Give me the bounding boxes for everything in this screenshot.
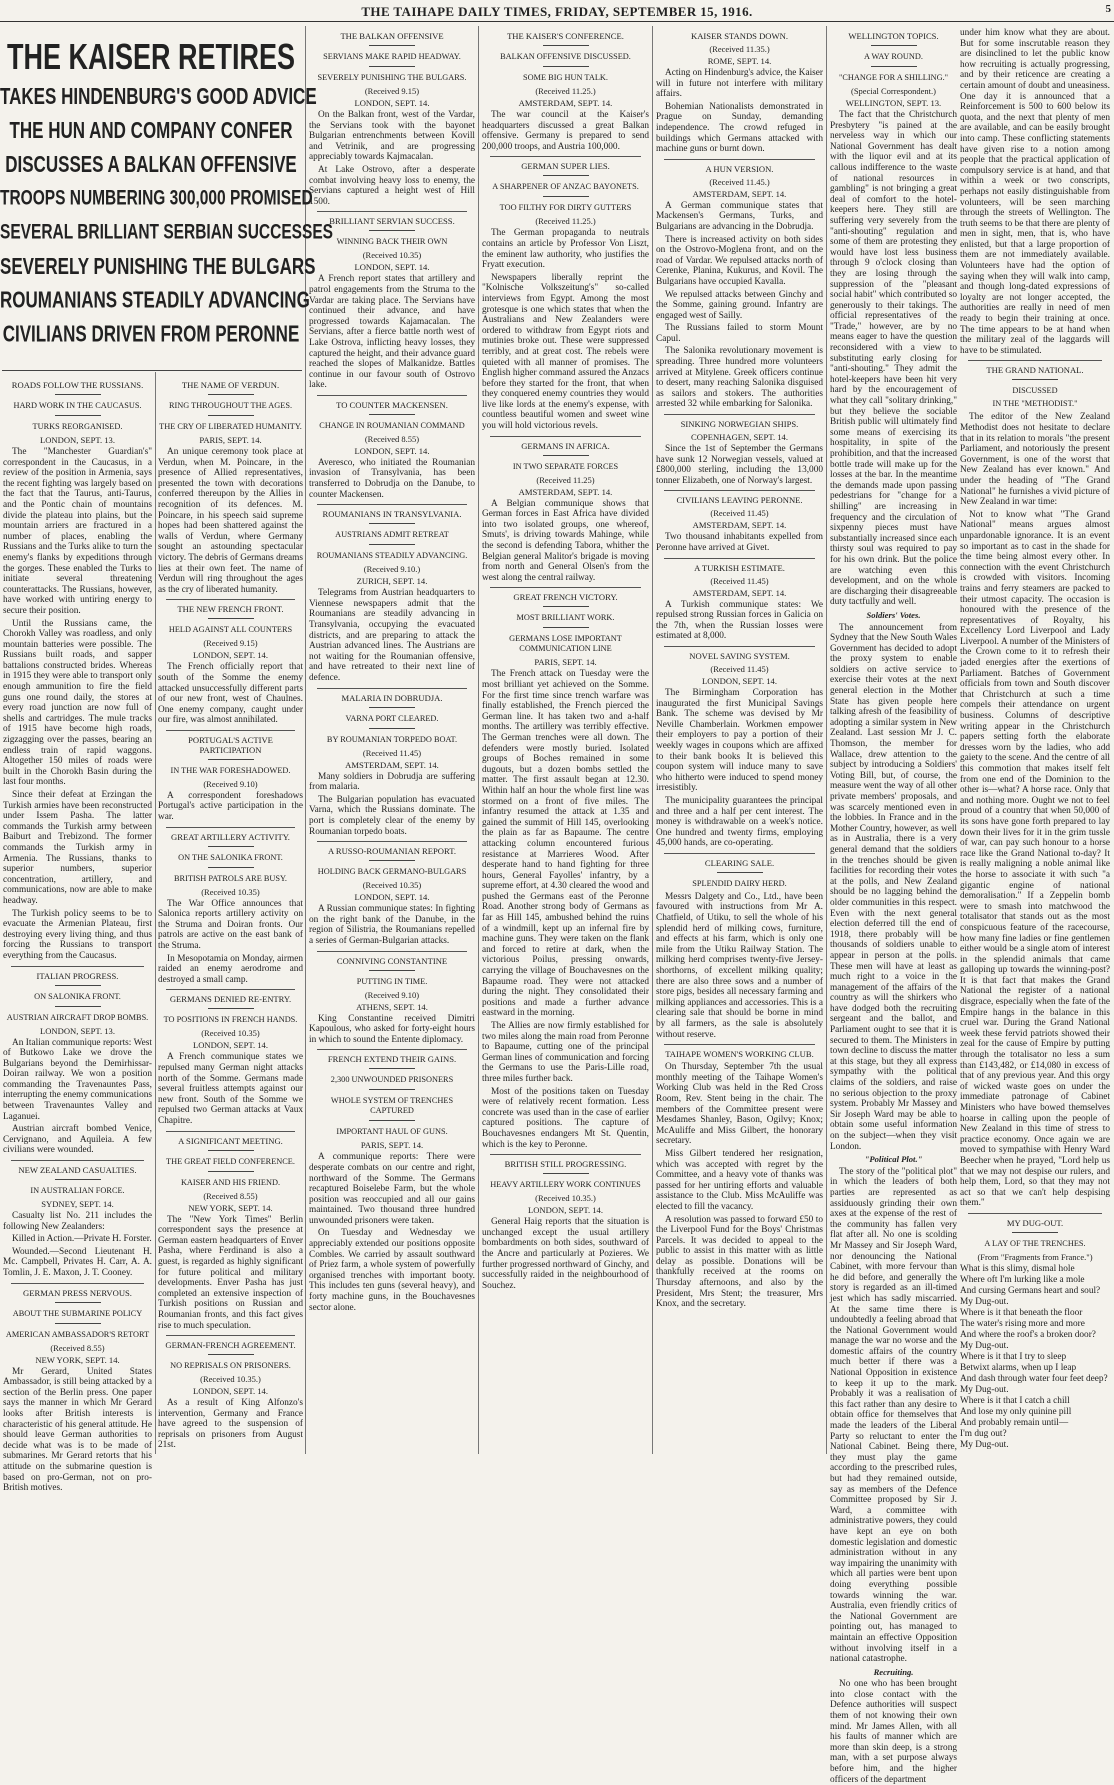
dateline: ATHENS, SEPT. 14. xyxy=(356,1001,428,1012)
article-subheading: BRITISH PATROLS ARE BUSY. xyxy=(174,873,287,883)
paragraph: Until the Russians came, the Chorokh Valley was roadless, and only mountain batteries were possible. The Russians built roads, and sapper battalions constructed brides. Whereas in 1915 they were able to transport only enough ammunition to fire the field guns one round daily, the stores at every road junction are now full of shells and cartridges. The mule tracks of 1915 have become high roads, zigzagging over the passes, bearing an endless train of rapid waggons. Altogether 150 miles of roads were built in the Chorokh Basin during the last four months. xyxy=(3,618,152,788)
article-subheading: BALKAN OFFENSIVE DISCUSSED. xyxy=(500,52,631,61)
paragraph: No one who has been brought into close contact with the Defence authorities will suspect them of not knowing their own mind. Mr James Allen, with all his faults of manner which are more than skin deep, is a strong man, with a set purpose always before him, and the higher officers of the department xyxy=(830,1679,957,1785)
headline: SEVERELY PUNISHING THE BULGARS xyxy=(0,253,316,280)
column-2 xyxy=(158,377,303,1454)
article-subheading: HARD WORK IN THE CAUCASUS. xyxy=(13,401,142,410)
paragraph: The Birmingham Corporation has inaugurated the first Municipal Savings Bank. The scheme was devised by Mr Neville Chamberlain. Workmen empower their employers to pay a portion of their weekly wages in coupons which are affixed to their bank books It is believed this coupon system will induce many to save who hitherto were induced to spend money irresistibly. xyxy=(656,687,823,794)
column-5 xyxy=(656,28,823,1454)
dateline: PARIS, SEPT. 14. xyxy=(199,435,262,445)
article-heading: TO COUNTER MACKENSEN. xyxy=(336,399,448,410)
article-stands-down xyxy=(656,31,823,155)
paragraph: Mr Gerard, United States Ambassador, is still being attacked by a section of the Berlin press. One paper says the manner in which Mr Gerard looks after British interests is characteristic of his general attitude. He should leave German authorities to decide what was is to be made of submarines. Mr Gerard retorts that his attitude on the submarine question is based on pro-German, not on pro-British motives. xyxy=(3,1366,152,1494)
dateline: NEW YORK, SEPT. 14. xyxy=(35,1354,120,1365)
paragraph: Wounded.—Second Lieutenant H. Mc. Campbell, Privates H. Carr, A. A. Tomlin, J. E. Maxon, J. T. Cooney. xyxy=(3,1246,152,1278)
poem-my-dug-out xyxy=(960,1218,1110,1451)
article-transylvania xyxy=(309,509,475,683)
paragraph: The Allies are now firmly established for two miles along the main road from Peronne to Bapaume, cutting one of the principal German lines of communication and forcing the Germans to use the Paris-Lille road, three miles further back. xyxy=(482,1021,649,1084)
article-subheading: ON THE SALONIKA FRONT. xyxy=(178,852,283,862)
column-divider xyxy=(826,26,827,1454)
received-time: (Received 10.35) xyxy=(362,880,422,891)
paragraph: A resolution was passed to forward £50 to the Liverpool Fund for the Boys' Christmas Parcels. It was decided to appeal to the public to assist in this matter with as little delay as possible. Donations will be thankfully received at the rooms on Thursday afternoons, and also by the President, Mrs Stent; the treasurer, Mrs Knox, and the secretary. xyxy=(656,1214,823,1310)
article-novel-saving xyxy=(656,651,823,849)
received-time: (Received 8.55) xyxy=(364,433,420,444)
article-heading: CIVILIANS LEAVING PERONNE. xyxy=(676,495,803,506)
paragraph: The "New York Times" Berlin correspondent says the presence at German eastern headquarters of Enver Pasha, where Ferdinand is also a guest, is regarded as highly significant for future political and military developments. Enver Pasha has just completed an extensive inspection of Turkish positions on Russian and Roumanian fronts, and this fact gives rise to much speculation. xyxy=(158,1214,303,1331)
article-subheading: 2,300 UNWOUNDED PRISONERS xyxy=(330,1075,454,1085)
paragraph: Austrian aircraft bombed Venice, Cervignano, and Aquileia. A few civilians were wounded. xyxy=(3,1124,152,1156)
article-constantine xyxy=(309,956,475,1046)
article-heading: GREAT FRENCH VICTORY. xyxy=(513,592,618,603)
article-russo xyxy=(309,846,475,946)
received-time: (Received 9.10.) xyxy=(363,564,421,575)
article-meeting xyxy=(158,1136,303,1332)
dateline: ROME, SEPT. 14. xyxy=(707,56,772,66)
paragraph: Two thousand inhabitants expelled from Peronne have arrived at Givet. xyxy=(656,532,823,553)
paragraph: The announcement from Sydney that the New South Wales Government has decided to adopt the proxy system to enable soldiers on active service to exercise their votes at the next general election in the Mother State has given people here talking afresh of the feasibility of adopting a similar system in New Zealand. Last session Mr J. C. Thomson, the member for Wallace, drew attention to the subject by introducing a Soldiers' Voting Bill, but, of course, the measure went the way of all other private members' proposals, and was scarcely mentioned even in the lobbies. In France and in the Mother Country, however, as well as in Australia, there is a very general demand that the soldiers in the trenches should be given facilities for recording their votes at the polls, and New Zealand should be no lagging behind the older communities in this respect. Even with the next general election deferred till the end of 1918, there probably will be thousands of soldiers unable to appear in person at the polls. These men will have at least as much right to a voice in the management of the affairs of the country as will the shirkers who have dodged both the recruiting sergeant and the ballot, and Parliament ought to see that it is secured to them. The Ministers in town decline to discuss the matter at this stage, but they all express sympathy with the political claims of the soldiers, and raise no serious objection to the proxy system. Probably Mr Massey and Sir Joseph Ward may be able to obtain some useful information on the subject—when they visit London. xyxy=(830,622,957,1152)
paragraph: As a result of King Alfonzo's intervention, Germany and France have agreed to the suspension of reprisals on prisoners from August 21st. xyxy=(158,1398,303,1451)
poem-stanza: What is this slimy, dismal hole Where oft I'm lurking like a mole And cursing Germans heart and soul? My Dug-out. xyxy=(960,1263,1101,1307)
article-french-front xyxy=(158,604,303,726)
article-super-lies xyxy=(482,161,649,431)
article-heading: SINKING NORWEGIAN SHIPS. xyxy=(680,419,799,430)
article-heading: KAISER STANDS DOWN. xyxy=(691,31,788,41)
paragraph: On the Balkan front, west of the Vardar, the Servians took with the bayonet Bulgarian entrenchments between Kovill and Vetrinik, and are progressing appreciably towards Kajmacalan. xyxy=(309,110,475,163)
article-heading: TAIHAPE WOMEN'S WORKING CLUB. xyxy=(665,1049,814,1060)
paragraph: A French report states that artillery and patrol engagements from the Struma to the Vardar are taking place. The Servians have continued their advance, and have progressed towards Kajamacalan. The Servians, after a fierce battle north west of Lake Ostrova, inflicting heavy losses, they captured the height, and their advance guard reached the slopes of Malkanidze. Battles continue in our favour south of Ostrovo lake. xyxy=(309,274,475,391)
article-malaria xyxy=(309,693,475,838)
received-time: (Received 11.45) xyxy=(710,575,769,586)
paragraph: The fact that the Christchurch Presbytery "is pained at the nerveless way in which our National Government has dealt with the liquor evil and at its callous indifference to the waste of national resources in gambling" is not bringing a great deal of comfort to the hotel-keepers here. They still are suffering very severely from the "anti-shouting" regulation and some of them are protesting they would have lost less business through 9 o'clock closing than they are losing through the suppression of the "pleasant social habit" which contributed so generously to their takings. The official representatives of the "Trade," however, are by no means eager to have the question reconsidered with a view to substituting early closing for "anti-shouting." They admit the hotel-keepers have been hit very hard by the encouragement of what they call "solitary drinking," but they believe the sociable British public will ultimately find some means of exercising its hospitality, in spite of the prohibition, and that the increased bottle trade will make up for the losses at the bar. In the meantime the demands made upon passing pedestrians for "change for a shilling" are increasing in frequency and the circulation of sixpenny pieces must have substantially increased since each thirsty soul was required to pay for his own drink. But the police are watching even this development, and on the whole are discharging their disagreeable duty tactfully and well. xyxy=(830,110,957,608)
paragraph: An Italian communique reports: West of Butkowo Lake we drove the Bulgarians beyond the Demirhissar-Doiran railway. We won a position commanding the Travenauntes Pass, interrupting the enemy communications between Travenauntes Valley and Laganuei. xyxy=(3,1037,152,1122)
paragraph: In Mesopotamia on Monday, airmen raided an enemy aerodrome and destroyed a small camp. xyxy=(158,953,303,985)
paragraph: Since the 1st of September the Germans have sunk 12 Norwegian vessels, valued at £800,000 sterling, including the 13,000 tonner Elizabeth, one of Norway's largest. xyxy=(656,444,823,486)
dateline: ZURICH, SEPT. 14. xyxy=(356,576,428,587)
dateline: AMSTERDAM, SEPT. 14. xyxy=(518,486,613,497)
dateline: PARIS, SEPT. 14. xyxy=(360,1140,424,1151)
paragraph: The war council at the Kaiser's headquarters discussed a great Balkan offensive. Germany is prepared to send 200,000 troops, and Austria 100,000. xyxy=(482,110,649,152)
article-hun-version xyxy=(656,164,823,410)
article-heading: GREAT ARTILLERY ACTIVITY. xyxy=(171,831,290,842)
headline: TROOPS NUMBERING 300,000 PROMISED xyxy=(0,186,313,210)
paragraph: Newspapers liberally reprint the "Kolnische Volkszeitung's" so-called interviews from Egypt. Among the most grotesque is one which states that when the Australians and New Zealanders were ordered to withdraw from Egypt riots and mutinies broke out. These were suppressed terribly, and at great cost. The rebels were quieted with all manner of promises. The English higher command assured the Anzacs before they started for the front, that when they conquered enemy countries they would live like lords at the enemy's expense, with countless beautiful women and sweet wine you will hold victorious revels. xyxy=(482,272,649,432)
article-subheading: HELD AGAINST ALL COUNTERS xyxy=(168,625,293,635)
article-still-progressing xyxy=(482,1159,649,1291)
paragraph: A Russian communique states: In fighting on the right bank of the Danube, in the region of Silistria, the Roumanians repelled a series of German-Bulgarian attacks. xyxy=(309,904,475,946)
article-subheading: BY ROUMANIAN TORPEDO BOAT. xyxy=(326,734,458,744)
paragraph: The French officially report that south of the Somme the enemy attacked unsuccessfully different parts of our new front, west of Chaulnes. One enemy company, caught under our fire, was almost annihilated. xyxy=(158,662,303,726)
paragraph: Acting on Hindenburg's advice, the Kaiser will in future not interfere with military affairs. xyxy=(656,68,823,100)
received-time: (Received 11.25.) xyxy=(535,216,596,227)
article-heading: GERMANS IN AFRICA. xyxy=(521,440,610,451)
column-7 xyxy=(960,28,1110,1454)
paragraph: We repulsed attacks between Ginchy and the Somme, gaining ground. Infantry are engaged west of Sailly. xyxy=(656,289,823,321)
article-subheading: PUTTING IN TIME. xyxy=(356,976,428,986)
article-verdun xyxy=(158,380,303,595)
received-time: (Received 8.55) xyxy=(203,1190,258,1201)
poem-stanza: Where is it that I catch a chill And lose my only quinine pill And probably remain until— I'm dug out? My Dug-out. xyxy=(960,1395,1072,1450)
paragraph: At Lake Ostrovo, after a desperate combat involving heavy loss to enemy, the Servians captured a height west of Hill 1500. xyxy=(309,164,475,207)
headline: ROUMANIANS STEADILY ADVANCING xyxy=(0,287,310,314)
article-heading: ITALIAN PROGRESS. xyxy=(36,970,119,981)
article-conference xyxy=(482,31,649,152)
paragraph: A German communique states that Mackensen's Germans, Turks, and Bulgarians are advancing in the Dobrudja. xyxy=(656,200,823,232)
paragraph: Killed in Action.—Private H. Forster. xyxy=(12,1234,152,1245)
column-6 xyxy=(830,28,957,1785)
received-time: (Received 10.35) xyxy=(362,250,422,261)
headline: SEVERAL BRILLIANT SERBIAN SUCCESSES xyxy=(0,220,334,244)
article-africa xyxy=(482,441,649,584)
article-subheading: MOST BRILLIANT WORK. xyxy=(516,613,615,623)
paragraph: An unique ceremony took place at Verdun, when M. Poincare, in the presence of Allied representatives, presented the town with decorations conferred thereupon by the Allies in recognition of its defences. M. Poincare, in his speech said supreme hopes had been shattered against the walls of Verdun, where Germany sought an astounding spectacular victory. The debris of Germans dreams lies at their own feet. The name of Verdun will ring throughout the ages as the cry of liberated humanity. xyxy=(158,447,303,595)
received-time: (Received 8.55) xyxy=(50,1342,105,1353)
received-time: (Received 11.35.) xyxy=(709,44,770,54)
article-subheading: SOME BIG HUN TALK. xyxy=(523,73,608,82)
article-heading: THE KAISER'S CONFERENCE. xyxy=(507,31,624,41)
article-balkan xyxy=(309,31,475,207)
dateline: AMSTERDAM, SEPT. 14. xyxy=(692,520,787,531)
paragraph: Averesco, who initiated the Roumanian invasion of Transylvania, has been transferred to Dobrudja on the Danube, to counter Mackensen. xyxy=(309,457,475,500)
column-divider xyxy=(155,372,156,1454)
dateline: AMSTERDAM, SEPT. 14. xyxy=(692,188,787,199)
main-headlines xyxy=(0,34,334,368)
article-heading: MALARIA IN DOBRUDJA. xyxy=(341,692,443,703)
article-heading: THE GRAND NATIONAL. xyxy=(986,365,1084,376)
received-time: (Received 10.35.) xyxy=(200,1374,261,1385)
article-civilians xyxy=(656,495,823,553)
article-grand-national xyxy=(960,365,1110,1209)
article-subheading: AUSTRIANS ADMIT RETREAT xyxy=(335,530,449,540)
column-divider xyxy=(652,26,653,1454)
article-german-press xyxy=(3,1288,152,1494)
poem-stanza: Where is it that beneath the floor The water's rising more and more And where the roof's a broken door? My Dug-out. xyxy=(960,1307,1096,1351)
received-time: (Received 11.45) xyxy=(710,663,769,674)
poem-stanza: Where is it that I try to sleep Betwixt alarms, when up I leap And dash through water four feet deep? My Dug-out. xyxy=(960,1351,1108,1395)
received-time: (Received 9.15) xyxy=(364,86,420,96)
article-subheading: NO REPRISALS ON PRISONERS. xyxy=(170,1361,291,1371)
paragraph: The Bulgarian population has evacuated Varna, which the Russians dominate. The port is completely clear of the enemy by Roumanian torpedo boats. xyxy=(309,794,475,837)
article-gains xyxy=(309,1054,475,1313)
paragraph: There is increased activity on both sides on the Ostrovo-Moglena front, and on the road of Vardar. We repulsed attacks north of Cerenke, Planina, Kukurus, and Kovil. The Bulgarians have occupied Kavalla. xyxy=(656,234,823,287)
masthead-rule xyxy=(0,21,1114,22)
article-subheading: VARNA PORT CLEARED. xyxy=(345,713,439,723)
headline-kaiser-retires: THE KAISER RETIRES xyxy=(6,36,296,78)
received-time: (Received 10.35) xyxy=(201,1028,260,1039)
article-subheading: DISCUSSED xyxy=(1012,386,1058,396)
article-subheading: A LAY OF THE TRENCHES. xyxy=(984,1238,1086,1248)
received-time: (Received 11.45.) xyxy=(709,176,770,187)
paragraph: Since their defeat at Erzingan the Turkish armies have been reconstructed under Issem Pasha. The latter commands the Turkish army between Baiburt and Trebizond. The former commands the Turkish army in Armenia. The Russians, thanks to superior numbers, superior concentration, artillery, and communications, now are able to make headway. xyxy=(3,790,152,906)
paragraph: The editor of the New Zealand Methodist does not hesitate to declare that in its relation to morals "the present Parliament, and notoriously the present Government, is one of the worst that New Zealand has ever known." And under the heading of "The Grand National" he furnishes a vivid picture of New Zealand in war time: xyxy=(960,412,1110,508)
paragraph: The "Manchester Guardian's" correspondent in the Caucasus, in a review of the position in Armenia, says the recent fighting was largely based on the fact that the Taurus, anti-Taurus, and the Pontic chain of mountains divide the plateau into plains, but the mountain arriers are fractured in a number of places, enabling the Russians and the Turks alike to turn the enemy's flanks by expeditions through the gorges. These enabled the Turks to initiate several threatening counterattacks. The Russians, however, have worked with untiring energy to secure their position. xyxy=(3,447,152,616)
paragraph: The Turkish policy seems to be to evacuate the Armenian Plateau, first destroying every living thing, and thus forcing the Russians to transport everything from the Caucasus. xyxy=(3,908,152,961)
paragraph: The municipality guarantees the principal and three and a half per cent interest. The money is withdrawable on a week's notice. One hundred and twenty firms, employing 45,000 hands, are co-operating. xyxy=(656,795,823,849)
paragraph: Casualty list No. 211 includes the following New Zealanders: xyxy=(3,1211,152,1232)
article-heading: CONNIVING CONSTANTINE xyxy=(336,955,448,966)
article-reentry xyxy=(158,994,303,1126)
paragraph: Miss Gilbert tendered her resignation, which was accepted with regret by the Committee, and a heavy vote of thanks was passed for her untiring efforts and valuable assistance to the Club. Miss McAuliffe was elected to fill the vacancy. xyxy=(656,1148,823,1212)
article-heading: GERMAN-FRENCH AGREEMENT. xyxy=(165,1340,296,1351)
article-subheading: RING THROUGHOUT THE AGES. xyxy=(168,401,293,410)
article-subheading: TURKS REORGANISED. xyxy=(32,422,123,431)
dateline: LONDON, SEPT. 14. xyxy=(354,98,430,108)
dateline: AMSTERDAM, SEPT. 14. xyxy=(692,587,787,598)
article-wellington-topics xyxy=(830,31,957,1785)
correspondent: (Special Correspondent.) xyxy=(851,86,936,96)
article-subheading: SERVIANS MAKE RAPID HEADWAY. xyxy=(323,52,461,61)
dateline: COPENHAGEN, SEPT. 14. xyxy=(690,432,788,443)
received-time: (Received 11.25) xyxy=(536,474,595,485)
article-turkish xyxy=(656,563,823,642)
dateline: NEW YORK, SEPT. 14. xyxy=(188,1202,273,1213)
article-womens-club xyxy=(656,1049,823,1310)
article-heading: ROUMANIANS IN TRANSYLVANIA. xyxy=(322,509,462,520)
received-time: (Received 9.10) xyxy=(364,989,420,1000)
masthead xyxy=(0,0,1114,22)
article-subheading: CHANGE IN ROUMANIAN COMMAND xyxy=(319,420,465,430)
dateline: PARIS, SEPT. 14. xyxy=(534,657,597,668)
paragraph: A Belgian communique shows that German forces in East Africa have divided into two isolated groups, one whereof, Smuts', is driving towards Mahinge, while the second is defending Tabora, whither the Belgian general Malitor's brigade is moving from north and General Olsen's from the west along the central railway. xyxy=(482,498,649,583)
paragraph: A correspondent foreshadows Portugal's active participation in the war. xyxy=(158,790,303,823)
article-subheading: IN AUSTRALIAN FORCE. xyxy=(30,1186,125,1196)
paragraph: Not to know what "The Grand National" means argues almost unpardonable ignorance. It is an event so important as to cast in the shade for the time being almost every other. In connection with the event Christchurch is crowded with visitors. Incoming trains and ferry steamers are packed to their utmost capacity. The occasion is honoured with the presence of the representatives of Royalty, his Excellency Lord Liverpool and Lady Liverpool. A number of the Ministers of the Crown come to it to refresh their jaded energies after the exertions of Parliament. Batches of Government officials from town and South discover that Christchurch at such a time compels their attendance on urgent business. Columns of descriptive writing appear in the Christchurch papers setting forth the elaborate dresses worn by the ladies, who add gaiety to the scene. And the centre of all this commotion that makes itself felt from one end of the Dominion to the other is—what? A horse race. Only that and nothing more. Ought we not to feel proud of a country that when 50,000 of its sons have gone forth prepared to lay down their lives for it in the grim tussle of war, can pay such honour to a horse race like the Grand National to-day? It is really maligning a noble animal like the horse to associate it with such "a gigantic engine of national demoralisation." If a Zeppelin bomb were to smash into matchwood the totalisator that stands out as the most conspicuous feature of the racecourse, how many fine ladies or fine gentlemen either would be a single atom of interest in the splendid animals that came galloping up towards the winning-post? It is that fact that makes the Grand National the register of a national disgrace, especially when the fate of the Empire hangs in the balance in this cruel war. During the Grand National week these fervid patriots showed their zeal for the cause of Empire by putting through the totalisator no less a sum than £143,482, or £14,080 in excess of that of any previous year. And this orgy of wicked waste goes on under the immediate patronage of Cabinet Ministers who have bowed themselves hoarse in calling upon the people of New Zealand in this time of stress to practice economy. Once again we are moved to sympathise with Henry Ward Beecher when he prayed, "Lord help us that we may not despise our rulers, and help them, Lord, so that they may not act so that we can't help despising them." xyxy=(960,509,1110,1209)
article-subheading: AMERICAN AMBASSADOR'S RETORT xyxy=(5,1329,150,1339)
masthead-title: THE TAIHAPE DAILY TIMES, FRIDAY, SEPTEMBER 15, 1916. xyxy=(361,4,753,19)
dateline: LONDON, SEPT. 14. xyxy=(192,650,269,661)
article-subheading: SEVERELY PUNISHING THE BULGARS. xyxy=(317,73,467,82)
dateline: LONDON, SEPT. 14. xyxy=(192,1386,269,1397)
paragraph: The Russians failed to storm Mount Capul. xyxy=(656,323,823,344)
article-victory xyxy=(482,592,649,1150)
headline-rule xyxy=(2,370,302,371)
paragraph: On Thursday, September 7th the usual monthly meeting of the Taihape Women's Working Club was held in the Red Cross Room, Rev. Stent being in the chair. The members of the Committee present were Mesdames Shanley, Bason, Ogilvy; Knox; McAuliffe and Miss Gilbert, the honorary secretary. xyxy=(656,1062,823,1147)
article-heading: CLEARING SALE. xyxy=(704,857,775,868)
paragraph: The French attack on Tuesday were the most brilliant yet achieved on the Somme. For the first time since trench warfare was finally established, the French pierced the German line. It has taken two and a-half months. The artillery was terribly effective. The German trenches were all down. The defenders were mostly buried. Isolated groups of Boches remained in some dugouts, but a dozen bombs settled the matter. The first assault began at 12.30. Within half an hour the whole first line was stormed on a front of five miles. The infantry resumed the attack at 1.35 and gained the summit of Hill 145, overlooking the plain as far as Bapaume. The centre attacking column encountered furious resistance at Marrieres Wood. After desperate hand to hand fighting for three hours, General Fayolles' infantry, by a supreme effort, at 4.30 cleared the wood and pushed the Germans east of the Peronne Road. Another strong body of Germans as far as Hill 145, ambushed behind the ruins of a windmill, kept up an infernal fire by machine guns. They were taken on the flank and forced to retire at dark, when the victorious Poilus, pressing onwards, carrying the village of Bouchavesnes on the Bapaume road. They were not attacked during the night. They consolidated their positions and made a further advance eastward in the morning. xyxy=(482,669,649,1019)
article-serbian xyxy=(309,216,475,391)
received-time: (Received 9.10) xyxy=(203,778,258,789)
article-subheading: WHOLE SYSTEM OF TRENCHES CAPTURED xyxy=(330,1096,454,1116)
headline: CIVILIANS DRIVEN FROM PERONNE xyxy=(2,321,300,348)
paragraph: On Tuesday and Wednesday we appreciably extended our positions opposite Combles. We carried by assault southward of Priez farm, a whole system of powerfully organised trenches with important booty. This includes ten guns (several heavy), and forty machine guns, in the Bouchavesnes sector alone. xyxy=(309,1228,475,1313)
article-portugal xyxy=(158,735,303,823)
paragraph: Telegrams from Austrian headquarters to Viennese newspapers admit that the Roumanians are steadily advancing in Transylvania, occupying the evacuated districts, and are preparing to attack the Austrian advanced lines. The Austrians are not waiting for the Roumanian offensive, and have retreated to their next line of defence. xyxy=(309,588,475,683)
article-heading: THE NAME OF VERDUN. xyxy=(181,380,280,390)
article-subheading: SPLENDID DAIRY HERD. xyxy=(692,878,787,888)
paragraph: The story of the "political plot" in which the leaders of both parties are represented as assiduously grinding their own axes at the expense of the rest of the community has fallen very flat after all. No one is scolding Mr Massey and Sir Joseph Ward, nor denouncing the National Cabinet, with more fervour than he did before, and generally the story is regarded as an ill-timed jest which has sadly miscarried. At the same time there is undoubtedly a feeling abroad that the National Government would manage the war no worse and the domestic affairs of the country much better if there was a National Opposition in existence to keep it up to the mark. Probably it was a realisation of this fact rather than any desire to obtain office for themselves that made the leaders of the Liberal Party so reluctant to enter the National Cabinet. Being there, they must play the game according to the prescribed rules, but had they remained outside, say as members of the Defence Committee proposed by Sir J. Ward, a committee with administrative powers, they could have kept an eye on both domestic legislation and domestic administration without in any way impairing the unanimity with which all parties were bent upon doing everything possible towards winning the war. Australia, even friendly critics of the National Government are pointing out, has managed to maintain an effective Opposition without involving itself in a national catastrophe. xyxy=(830,1166,957,1665)
article-subheading: A SHARPENER OF ANZAC BAYONETS. xyxy=(492,182,639,192)
article-subheading: IMPORTANT HAUL OF GUNS. xyxy=(336,1127,448,1137)
article-subheading: TO POSITIONS IN FRENCH HANDS. xyxy=(163,1015,298,1025)
article-norwegian xyxy=(656,419,823,486)
paragraph: under him know what they are about. But for some inscrutable reason they are disinclined to let the public know how recruiting is actually progressing, and by their reticence are creating a certain amount of doubt and uneasiness. One day it is announced that a Reinforcement is 500 to 600 below its quota, and the next that plenty of men are available, and can be easily brought into camp. These conflicting statements have given rise to a notion among people that the practical application of compulsory service is at hand, and that within a week or two conscripts, perhaps not easily distinguishable from volunteers, will be seen marching through the streets of Wellington. The truth seems to be that there are plenty of men in sight, men, that is, who have enlisted, but that a large proportion of them are not immediately available. Volunteers have had the option of saying when they will walk into camp, and though long-dated expressions of loyalty are not longer accepted, the authorities are really in need of men ready to begin their training at once. The time appears to be at hand when the military zeal of the laggards will have to be stimulated. xyxy=(960,28,1110,356)
dateline: LONDON, SEPT. 13. xyxy=(39,435,116,445)
article-clearing-sale xyxy=(656,858,823,1040)
article-subheading: WINNING BACK THEIR OWN xyxy=(336,237,448,247)
paragraph: A Turkish communique states: We repulsed strong Russian forces in Galicia on the 7th, when the Russian losses were estimated at 8,000. xyxy=(656,599,823,642)
article-heading: A SIGNIFICANT MEETING. xyxy=(178,1135,283,1146)
article-subheading: "CHANGE FOR A SHILLING." xyxy=(838,73,949,82)
dateline: AMSTERDAM, SEPT. 14. xyxy=(345,759,439,770)
article-subheading: ABOUT THE SUBMARINE POLICY xyxy=(12,1308,143,1318)
paragraph: The German propaganda to neutrals contains an article by Professor Von Liszt, the eminent law authority, who justifies the Fryatt execution. xyxy=(482,228,649,271)
article-heading: GERMAN SUPER LIES. xyxy=(521,161,610,172)
article-subheading: THE GREAT FIELD CONFERENCE. xyxy=(166,1156,295,1166)
article-subheading: HOLDING BACK GERMANO-BULGARS xyxy=(317,867,467,877)
article-heading: THE NEW FRENCH FRONT. xyxy=(177,604,284,615)
article-roads xyxy=(3,380,152,962)
column-1 xyxy=(3,377,152,1494)
section-subtitle: "Political Plot." xyxy=(864,1154,923,1165)
dateline: SYDNEY, SEPT. 14. xyxy=(41,1199,114,1210)
paragraph: The War Office announces that Salonica reports artillery activity on the Struma and Doiran fronts. Our patrols are active on the east bank of the Struma. xyxy=(158,898,303,952)
article-heading: A TURKISH ESTIMATE. xyxy=(694,562,785,573)
article-subheading: A WAY ROUND. xyxy=(864,52,923,61)
article-heading: NEW ZEALAND CASUALTIES. xyxy=(18,1165,137,1176)
article-heading: FRENCH EXTEND THEIR GAINS. xyxy=(327,1054,457,1065)
article-heading: GERMAN PRESS NERVOUS. xyxy=(23,1287,132,1298)
column-divider xyxy=(478,26,479,1454)
article-agreement xyxy=(158,1340,303,1451)
received-time: (Received 11.25.) xyxy=(535,86,596,96)
article-heading: A HUN VERSION. xyxy=(705,163,774,174)
dateline: LONDON, SEPT. 14. xyxy=(354,445,430,456)
dateline: AMSTERDAM, SEPT. 14. xyxy=(518,98,613,108)
dateline: WELLINGTON, SEPT. 13. xyxy=(845,98,942,108)
article-subheading: TOO FILTHY FOR DIRTY GUTTERS xyxy=(499,203,632,213)
dateline: LONDON, SEPT. 13. xyxy=(39,1025,116,1036)
column-3 xyxy=(309,28,475,1454)
article-subheading: AUSTRIAN AIRCRAFT DROP BOMBS. xyxy=(6,1012,149,1022)
poem-source: (From "Fragments from France.") xyxy=(977,1251,1093,1262)
article-heading: PORTUGAL'S ACTIVE PARTICIPATION xyxy=(188,734,273,755)
paragraph: Messrs Dalgety and Co., Ltd., have been favoured with instructions from Mr A. Chatfield, of Utiku, to sell the whole of his splendid herd of milking cows, furniture, and effects at his farm, which is only one mile from the Utiku Railway Station. The milking herd comprises twenty-five Jersey-shorthorns, of excellent milking quality; there are also three sows and a number of store pigs, besides all necessary farming and milking appliances and accessories. This is a clearing sale that should be borne in mind by all farmers, as the sale is absolutely without reserve. xyxy=(656,891,823,1040)
article-subheading: GERMANS LOSE IMPORTANT COMMUNICATION LINE xyxy=(509,634,622,654)
paragraph: King Constantine received Dimitri Kapoulous, who asked for forty-eight hours in which to sound the Entente diplomacy. xyxy=(309,1013,475,1045)
paragraph: The Salonika revolutionary movement is spreading. Three hundred more volunteers arrived at Mitylene. Greek officers continue to desert, many reaching Salonika disguised as sailors and stokers. The authorities arrested 32 while embarking for Salonika. xyxy=(656,346,823,410)
article-heading: BRITISH STILL PROGRESSING. xyxy=(504,1159,627,1170)
paragraph: General Haig reports that the situation is unchanged except the usual artillery bombardments on both sides, southward of the Ancre and particularly at Pozieres. We further progressed northward of Ginchy, and successfully raided in the neighbourhood of Souchez. xyxy=(482,1217,649,1291)
article-subheading: IN THE WAR FORESHADOWED. xyxy=(170,765,291,775)
article-artillery xyxy=(158,832,303,986)
article-subheading: KAISER AND HIS FRIEND. xyxy=(180,1177,281,1187)
dateline: LONDON, SEPT. 14. xyxy=(192,1040,269,1051)
received-time: (Received 11.45) xyxy=(362,747,422,758)
received-time: (Received 10.35.) xyxy=(535,1193,596,1204)
paragraph: Most of the positions taken on Tuesday were of relatively recent formation. Less concrete was used than in the case of earlier captured positions. The capture of Bouchavesnes endangers Mt St. Quentin, which is the key to Peronne. xyxy=(482,1086,649,1150)
article-heading: ROADS FOLLOW THE RUSSIANS. xyxy=(11,380,144,390)
article-nz-casualties xyxy=(3,1165,152,1279)
paragraph: A French communique states we repulsed many German night attacks north of the Somme. Germans made several fruitless attempts against our new front. South of the Somme we repulsed two German attacks at Vaux Chapitre. xyxy=(158,1052,303,1126)
article-heading: MY DUG-OUT. xyxy=(1006,1217,1064,1228)
dateline: LONDON, SEPT. 14. xyxy=(354,262,430,273)
column-4 xyxy=(482,28,649,1454)
received-time: (Received 9.15) xyxy=(203,638,258,649)
headline: DISCUSSES A BALKAN OFFENSIVE xyxy=(5,151,297,178)
headline: THE HUN AND COMPANY CONFER xyxy=(9,117,293,144)
article-subheading: IN THE "METHODIST." xyxy=(992,399,1078,409)
dateline: LONDON, SEPT. 14. xyxy=(701,675,778,686)
article-subheading: HEAVY ARTILLERY WORK CONTINUES xyxy=(490,1180,641,1190)
article-heading: NOVEL SAVING SYSTEM. xyxy=(689,650,790,661)
headline: TAKES HINDENBURG'S GOOD ADVICE xyxy=(0,83,317,110)
section-subtitle: Soldiers' Votes. xyxy=(866,609,921,620)
paragraph: A communique reports: There were desperate combats on our centre and right, northward of the Somme. The Germans recaptured Boiselebe Farm, but the whole position was reoccupied and all our gains maintained. Two thousand three hundred unwounded prisoners were taken. xyxy=(309,1152,475,1226)
article-heading: THE BALKAN OFFENSIVE xyxy=(340,31,444,41)
article-subheading: IN TWO SEPARATE FORCES xyxy=(512,461,619,471)
article-subheading: ON SALONIKA FRONT. xyxy=(34,991,121,1001)
paragraph: Many soldiers in Dobrudja are suffering from malaria. xyxy=(309,771,475,793)
article-heading: A RUSSO-ROUMANIAN REPORT. xyxy=(327,846,456,857)
article-heading: BRILLIANT SERVIAN SUCCESS. xyxy=(329,216,455,227)
received-time: (Received 11.45) xyxy=(710,508,769,519)
article-mackensen xyxy=(309,400,475,500)
received-time: (Received 10.35) xyxy=(201,886,260,897)
dateline: LONDON, SEPT. 14. xyxy=(354,892,430,903)
page-number: 5 xyxy=(1105,3,1111,15)
paragraph: Bohemian Nationalists demonstrated in Prague on Sunday, demanding independence. The crowd refuged in buildings which Germans attacked with machine guns or burnt down. xyxy=(656,101,823,155)
article-italian xyxy=(3,971,152,1157)
article-subheading: THE CRY OF LIBERATED HUMANITY. xyxy=(159,422,302,431)
article-subheading: ROUMANIANS STEADILY ADVANCING. xyxy=(316,551,468,561)
article-heading: GERMANS DENIED RE-ENTRY. xyxy=(169,994,292,1005)
article-heading: WELLINGTON TOPICS. xyxy=(848,31,939,41)
dateline: LONDON, SEPT. 14. xyxy=(527,1205,604,1216)
section-subtitle: Recruiting. xyxy=(873,1666,914,1677)
